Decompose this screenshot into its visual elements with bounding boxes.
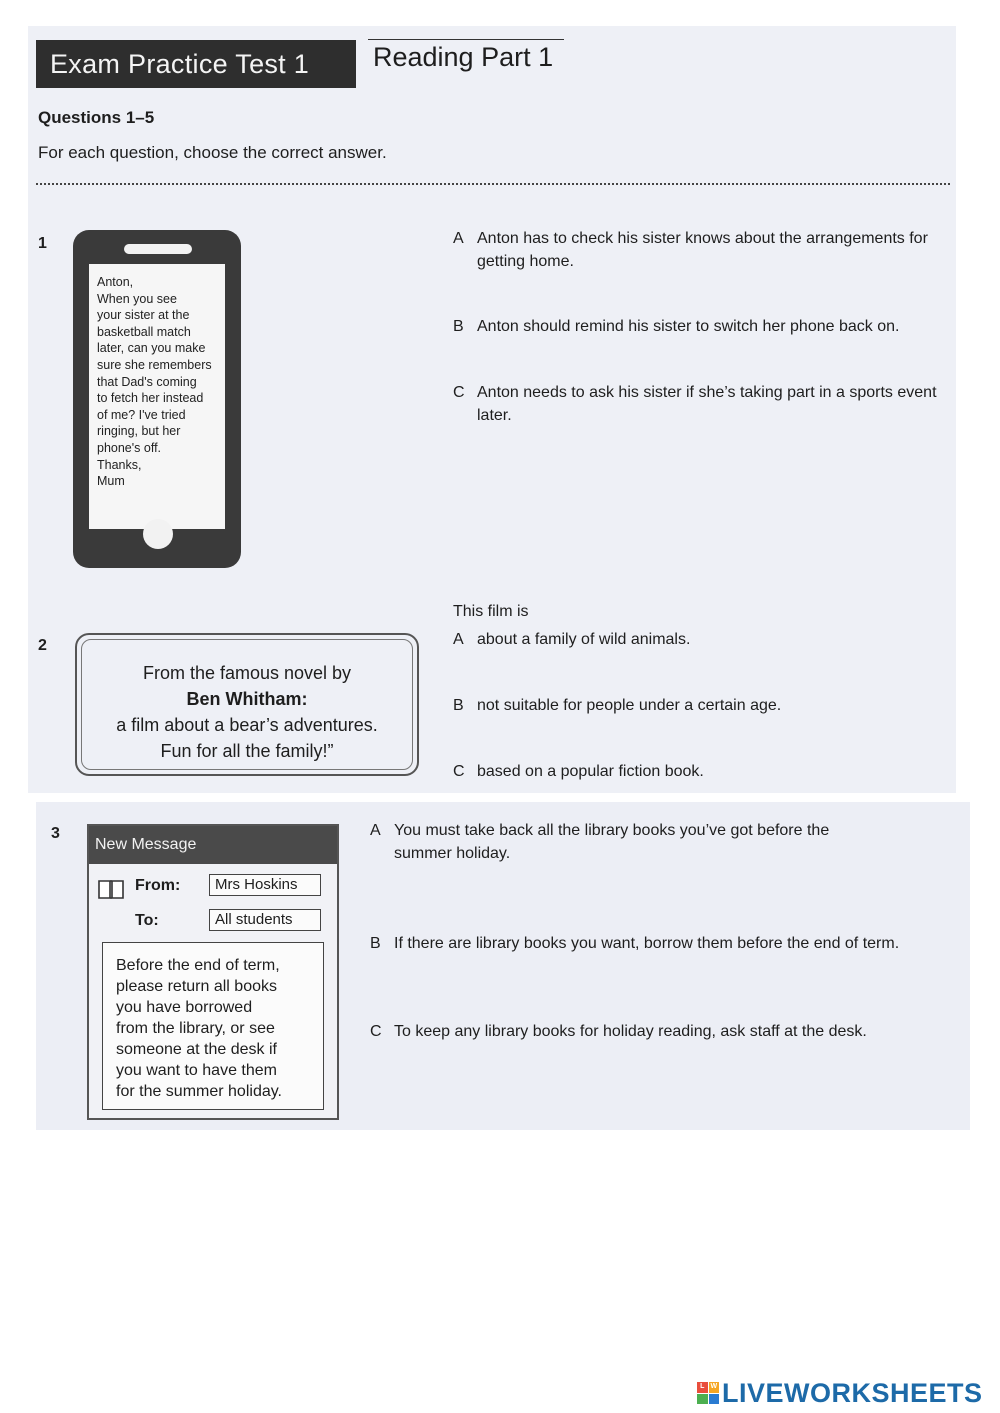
film-poster	[75, 633, 419, 776]
poster-line: From the famous novel by	[142, 663, 352, 683]
part-title: Reading Part 1	[373, 42, 554, 72]
option-letter: B	[453, 318, 464, 335]
option-letter: C	[370, 1023, 382, 1040]
phone-message-line: that Dad's coming	[97, 374, 197, 389]
question-2-option-a[interactable]	[453, 628, 933, 651]
phone-illustration	[73, 230, 241, 568]
question-2-option-c[interactable]	[453, 760, 933, 783]
phone-speaker	[124, 244, 192, 254]
to-field: All students	[209, 909, 321, 931]
phone-message-line: Mum	[97, 474, 125, 489]
phone-message-line: of me? I've tried	[97, 407, 186, 422]
option-letter: C	[453, 384, 465, 401]
from-field: Mrs Hoskins	[209, 874, 321, 896]
option-text: Anton needs to ask his sister if she’s taking part in a sports event later.	[477, 384, 937, 424]
logo-tile	[697, 1394, 708, 1405]
option-text: based on a popular fiction book.	[477, 763, 704, 780]
option-text: about a family of wild animals.	[477, 631, 691, 648]
to-label: To:	[135, 912, 159, 929]
instruction: For each question, choose the correct answer.	[38, 143, 387, 162]
message-body-line: someone at the desk if	[116, 1041, 277, 1058]
question-2-option-b[interactable]	[453, 694, 933, 717]
option-letter: C	[453, 763, 465, 780]
question-3-option-b[interactable]	[370, 932, 970, 955]
logo-tile: L	[697, 1382, 708, 1393]
option-letter: B	[453, 697, 464, 714]
phone-message-line: Anton,	[97, 275, 134, 289]
message-body-line: Before the end of term,	[116, 957, 280, 974]
question-1-number: 1	[38, 235, 47, 252]
question-1-option-c[interactable]	[453, 381, 943, 427]
phone-message-line: ringing, but her	[97, 424, 181, 439]
option-letter: A	[370, 822, 381, 839]
option-text: If there are library books you want, borrow them before the end of term.	[394, 935, 900, 952]
question-2-number: 2	[38, 637, 47, 654]
option-letter: A	[453, 230, 464, 247]
phone-message-line: later, can you make	[97, 341, 206, 356]
question-3-option-c[interactable]	[370, 1020, 970, 1043]
phone-message-line: Thanks,	[97, 457, 142, 472]
book-icon	[97, 878, 125, 900]
phone-message-line: phone's off.	[97, 440, 162, 455]
option-letter: A	[453, 631, 464, 648]
phone-message-line: When you see	[97, 291, 177, 306]
phone-message-line: to fetch her instead	[97, 391, 204, 406]
option-text: not suitable for people under a certain age.	[477, 697, 782, 714]
question-3-number: 3	[51, 825, 60, 842]
message-body-line: from the library, or see	[116, 1020, 275, 1037]
logo-tile	[709, 1394, 720, 1405]
film-poster-text	[81, 639, 413, 770]
questions-range: Questions 1–5	[38, 108, 155, 127]
message-body-line: you want to have them	[116, 1062, 277, 1079]
phone-message-line: basketball match	[97, 324, 191, 339]
question-1-option-b[interactable]	[453, 315, 953, 338]
from-label: From:	[135, 877, 181, 894]
poster-line: a film about a bear’s adventures.	[116, 715, 378, 735]
liveworksheets-icon	[697, 1382, 719, 1404]
poster-author: Ben Whitham:	[186, 689, 308, 709]
phone-message-line: sure she remembers	[97, 357, 212, 372]
test-title: Exam Practice Test 1	[36, 40, 356, 88]
question-1-option-a[interactable]	[453, 227, 953, 273]
phone-message-line: your sister at the	[97, 308, 190, 323]
message-header: New Message	[89, 826, 337, 864]
option-text: You must take back all the library books you’ve got before the summer holiday.	[394, 822, 830, 862]
question-3-option-a[interactable]	[370, 819, 890, 865]
option-text: Anton should remind his sister to switch her phone back on.	[477, 318, 900, 335]
message-body	[102, 942, 324, 1110]
new-message-window	[87, 824, 339, 1120]
liveworksheets-logo[interactable]	[697, 1378, 983, 1408]
poster-line: Fun for all the family!”	[160, 741, 334, 761]
title-rule	[368, 39, 564, 40]
phone-screen	[89, 264, 225, 529]
option-text: Anton has to check his sister knows about the arrangements for getting home.	[477, 230, 928, 270]
message-body-line: you have borrowed	[116, 999, 253, 1016]
liveworksheets-wordmark: LIVEWORKSHEETS	[722, 1377, 983, 1408]
logo-tile: W	[709, 1382, 720, 1393]
option-letter: B	[370, 935, 381, 952]
phone-home-button	[143, 519, 173, 549]
message-body-line: please return all books	[116, 978, 277, 995]
question-2-stem: This film is	[453, 603, 529, 620]
message-body-line: for the summer holiday.	[116, 1083, 282, 1100]
dotted-divider	[36, 183, 950, 185]
option-text: To keep any library books for holiday reading, ask staff at the desk.	[394, 1023, 867, 1040]
